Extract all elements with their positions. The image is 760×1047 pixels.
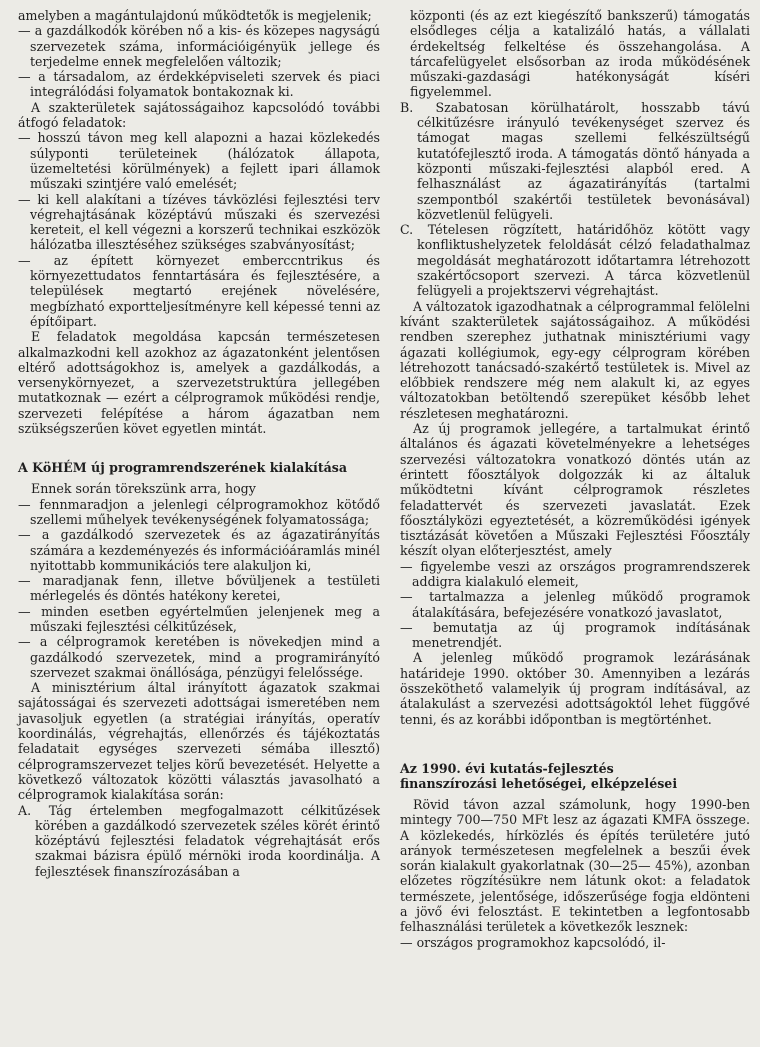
- left-column: [18, 8, 380, 879]
- list-item: — a gazdálkodók körében nő a kis- és közepes nagyságú szervezetek száma, információigényük jellege és terjedelme ennek megfelelően változik;: [18, 23, 380, 69]
- list-item: A. Tág értelemben megfogalmazott célkitűzések körében a gazdálkodó szervezetek széles körét érintő középtávú fejlesztési feladatok végrehajtását erős szakmai bázisra épülő mérnöki iroda koordinálja. A fejlesztések finanszírozásában a: [18, 802, 380, 879]
- paragraph: A minisztérium által irányított ágazatok szakmai sajátosságai és szervezeti adottságai ismeretében nem javasoljuk egyetlen (a stratégiai irányítás, operatív koordinálás, végrehajtás, ellenőrzés és tájékoztatás feladatait egységes szervezeti sémába illesztő) célprogramszervezet teljes körű bevezetését. Helyette a következő változatok közötti választás javasolható a célprogramok kialakítása során:: [18, 680, 380, 803]
- list-item: B. Szabatosan körülhatárolt, hosszabb távú célkitűzésre irányuló tevékenységet szervez és támogat magas szellemi felkészültségű kutatófejlesztő iroda. A támogatás döntő hányada a központi műszaki-fejlesztési alapból ered. A felhasználást az ágazatirányítás (tartalmi szempontból szakértői testületek bevonásával) közvetlenül felügyeli.: [400, 99, 750, 222]
- list-item: — hosszú távon meg kell alapozni a hazai közlekedés súlyponti területeinek (hálózatok állapota, üzemeltetési körülmények) a fejlett ipari államok műszaki szintjére való emelését;: [18, 130, 380, 192]
- list-item: — minden esetben egyértelműen jelenjenek meg a műszaki fejlesztési célkitűzések,: [18, 603, 380, 634]
- list-item: — a célprogramok keretében is növekedjen mind a gazdálkodó szervezetek, mind a programirányító szervezet szakmai önállósága, pénzügyi felelőssége.: [18, 634, 380, 680]
- paragraph: Ennek során törekszünk arra, hogy: [31, 481, 256, 497]
- section-heading-line-1: Az 1990. évi kutatás-fejlesztés: [400, 760, 614, 776]
- list-item: — a társadalom, az érdekképviseleti szervek és piaci integrálódási folyamatok bontakoznak ki.: [18, 69, 380, 100]
- list-item: — országos programokhoz kapcsolódó, il-: [400, 934, 666, 950]
- list-item: — figyelembe veszi az országos programrendszerek addigra kialakuló elemeit,: [400, 558, 750, 589]
- list-item: — az épített környezet emberccntrikus és környezettudatos fenntartására és fejlesztésére, a települések megtartó erejének növelésére, megbízható exportteljesítményre kell képessé tenni az építőipart.: [18, 252, 380, 329]
- list-item: — ki kell alakítani a tízéves távközlési fejlesztési terv végrehajtásának középtávú műszaki és szervezési kereteit, el kell végezni a korszerű technikai eszközök hálózatba illesztéséhez szükséges szabványosítást;: [18, 191, 380, 253]
- list-item: — fennmaradjon a jelenlegi célprogramokhoz kötődő szellemi műhelyek tevékenységének folyamatossága;: [18, 496, 380, 527]
- section-heading-line-2: finanszírozási lehetőségei, elképzelései: [400, 775, 678, 791]
- paragraph: A szakterületek sajátosságaihoz kapcsolódó további átfogó feladatok:: [18, 99, 380, 131]
- list-item: — bemutatja az új programok indításának menetrendjét.: [400, 619, 750, 651]
- paragraph: A jelenleg működő programok lezárásának határideje 1990. október 30. Amennyiben a lezárás összeköthető valamelyik új program indításával, az átalakulást a szervezési adottságoktól lehet függővé tenni, és az korábbi időpontban is megtörténhet.: [400, 650, 750, 727]
- list-item: — maradjanak fenn, illetve bővüljenek a testületi mérlegelés és döntés hatékony keretei,: [18, 573, 380, 604]
- paragraph: központi (és az ezt kiegészítő bankszerű) támogatás elsődleges célja a katalizáló hatás, a vállalati érdekeltség felkeltése és összehangolása. A tárcafelügyelet elsősorban az iroda működésének műszaki-gazdasági hatékonyságát kíséri figyelemmel.: [410, 8, 750, 100]
- paragraph: A változatok igazodhatnak a célprogrammal felölelni kívánt szakterületek sajátosságaihoz. A működési rendben szerephez juthatnak minisztériumi vagy ágazati kollégiumok, egy-egy célprogram körében létrehozott tanácsadó-szakértő testületek is. Mivel az előbbiek rendszere még nem alakult ki, az egyes változatokban betöltendő szerepüket később lehet részletesen meghatározni.: [400, 298, 750, 421]
- list-item: — tartalmazza a jelenleg működő programok átalakítására, befejezésére vonatkozó javaslatot,: [400, 589, 750, 620]
- spacer: [400, 727, 750, 761]
- paragraph: amelyben a magántulajdonú működtetők is megjelenik;: [18, 8, 372, 23]
- paragraph: Az új programok jellegére, a tartalmukat érintő általános és ágazati követelményekre a lehetséges szervezési változatokra vonatkozó döntés után az érintett főosztályok dolgozzák ki az általuk működtetni kívánt célprogramok részletes feladattervét és szervezeti javaslatát. Ezek főosztályközi egyeztetését, a közreműködési igények tisztázását követően a Műszaki Fejlesztési Főosztály készít olyan előterjesztést, amely: [400, 421, 750, 559]
- section-heading: A KöHÉM új programrendszerének kialakítása: [18, 460, 348, 476]
- list-item: — a gazdálkodó szervezetek és az ágazatirányítás számára a kezdeményezés és információáramlás minél nyitottabb kommunikációs tere alakuljon ki,: [18, 527, 380, 573]
- paragraph: E feladatok megoldása kapcsán természetesen alkalmazkodni kell azokhoz az ágazatonként jelentősen eltérő adottságokhoz is, amelyek a gazdálkodás, a versenykörnyezet, a szervezetstruktúra jellegében mutatkoznak — ezért a célprogramok működési rendje, szervezeti felépítése a három ágazatban nem szükségszerűen követ egyetlen mintát.: [18, 329, 380, 437]
- right-column: [400, 8, 750, 950]
- paragraph: Rövid távon azzal számolunk, hogy 1990-ben mintegy 700—750 MFt lesz az ágazati KMFA összege. A közlekedés, hírközlés és építés területére jutó arányok természetesen megfelelnek a beszűi évek során kialakult gyakorlatnak (30—25— 45%), azonban előzetes rögzítésükre nem látunk okot: a feladatok természete, jelentősége, időszerűsége fogja eldönteni a jövő évi felosztást. E tekintetben a legfontosabb felhasználási területek a következők lesznek:: [400, 796, 750, 935]
- spacer: [18, 436, 380, 460]
- list-item: C. Tételesen rögzített, határidőhöz kötött vagy konfliktushelyzetek feloldását célzó feladathalmaz megoldását meghatározott időtartamra létrehozott szakértőcsoport szervezi. A tárca közvetlenül felügyeli a projektszervi végrehajtást.: [400, 222, 750, 299]
